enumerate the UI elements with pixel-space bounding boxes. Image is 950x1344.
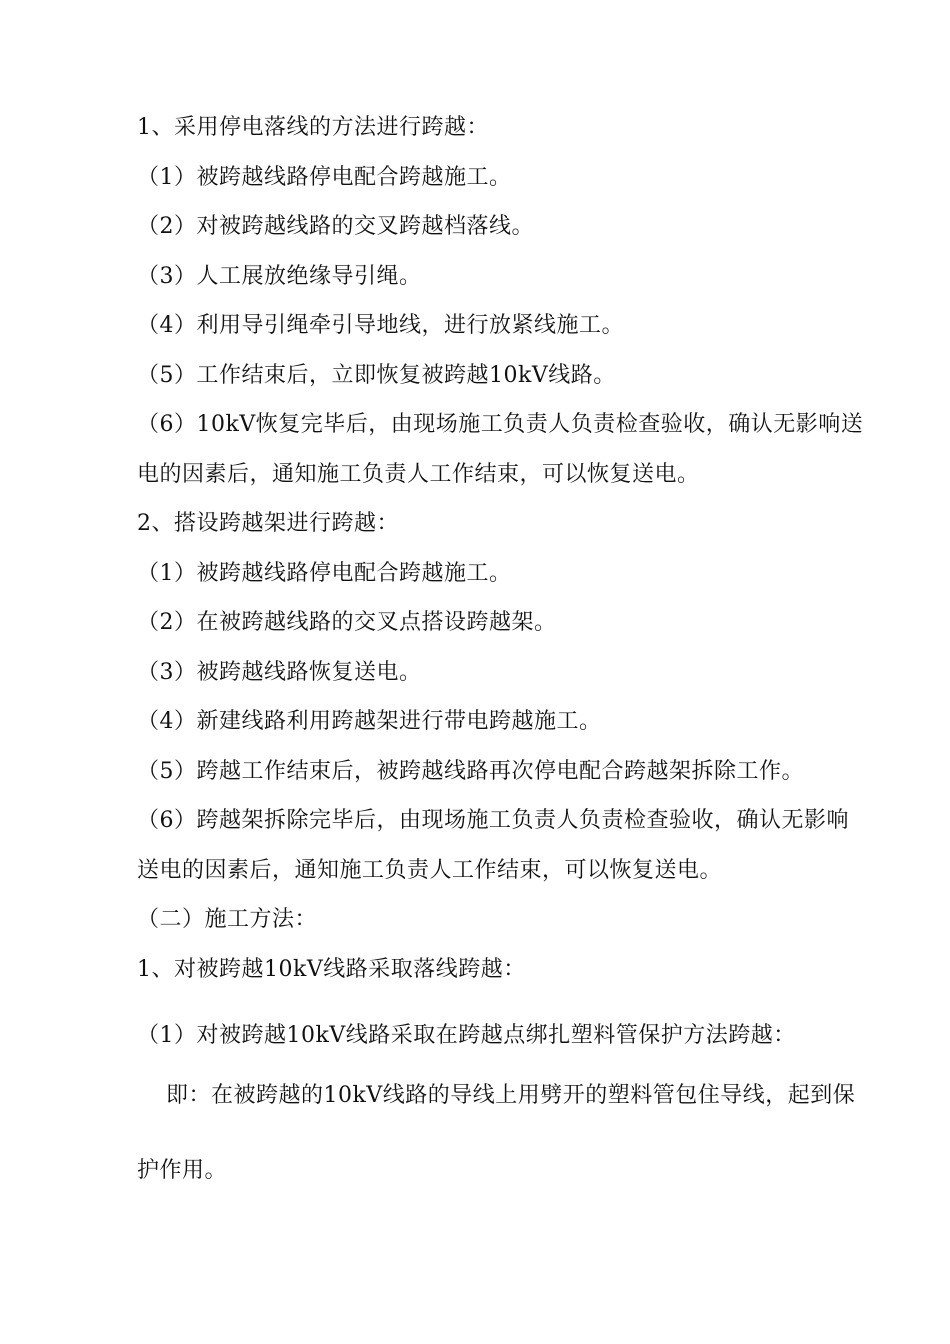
construction-explanation: 即：在被跨越的10kV线路的导线上用劈开的塑料管包住导线，起到保 [166, 1083, 856, 1108]
step-1-1: （1）被跨越线路停电配合跨越施工。 [137, 165, 512, 190]
construction-step-1: （1）对被跨越10kV线路采取在跨越点绑扎塑料管保护方法跨越： [137, 1023, 796, 1048]
heading-method-2: 2、搭设跨越架进行跨越： [137, 511, 399, 536]
step-1-4: （4）利用导引绳牵引导地线，进行放紧线施工。 [137, 313, 624, 338]
step-1-2: （2）对被跨越线路的交叉跨越档落线。 [137, 214, 534, 239]
step-2-4: （4）新建线路利用跨越架进行带电跨越施工。 [137, 709, 602, 734]
step-2-6-continued: 送电的因素后，通知施工负责人工作结束，可以恢复送电。 [137, 858, 723, 883]
step-1-6-continued: 电的因素后，通知施工负责人工作结束，可以恢复送电。 [137, 462, 700, 487]
section-construction-method: （二）施工方法： [137, 907, 318, 932]
step-2-6: （6）跨越架拆除完毕后，由现场施工负责人负责检查验收，确认无影响 [137, 808, 849, 833]
step-2-5: （5）跨越工作结束后，被跨越线路再次停电配合跨越架拆除工作。 [137, 759, 804, 784]
step-1-3: （3）人工展放绝缘导引绳。 [137, 264, 422, 289]
step-1-6: （6）10kV恢复完毕后，由现场施工负责人负责检查验收，确认无影响送 [137, 412, 864, 437]
heading-method-1: 1、采用停电落线的方法进行跨越： [137, 115, 489, 140]
heading-construction-1: 1、对被跨越10kV线路采取落线跨越： [137, 957, 526, 982]
step-2-2: （2）在被跨越线路的交叉点搭设跨越架。 [137, 610, 557, 635]
construction-explanation-continued: 护作用。 [137, 1158, 228, 1183]
step-2-3: （3）被跨越线路恢复送电。 [137, 660, 422, 685]
step-2-1: （1）被跨越线路停电配合跨越施工。 [137, 561, 512, 586]
step-1-5: （5）工作结束后，立即恢复被跨越10kV线路。 [137, 363, 616, 388]
